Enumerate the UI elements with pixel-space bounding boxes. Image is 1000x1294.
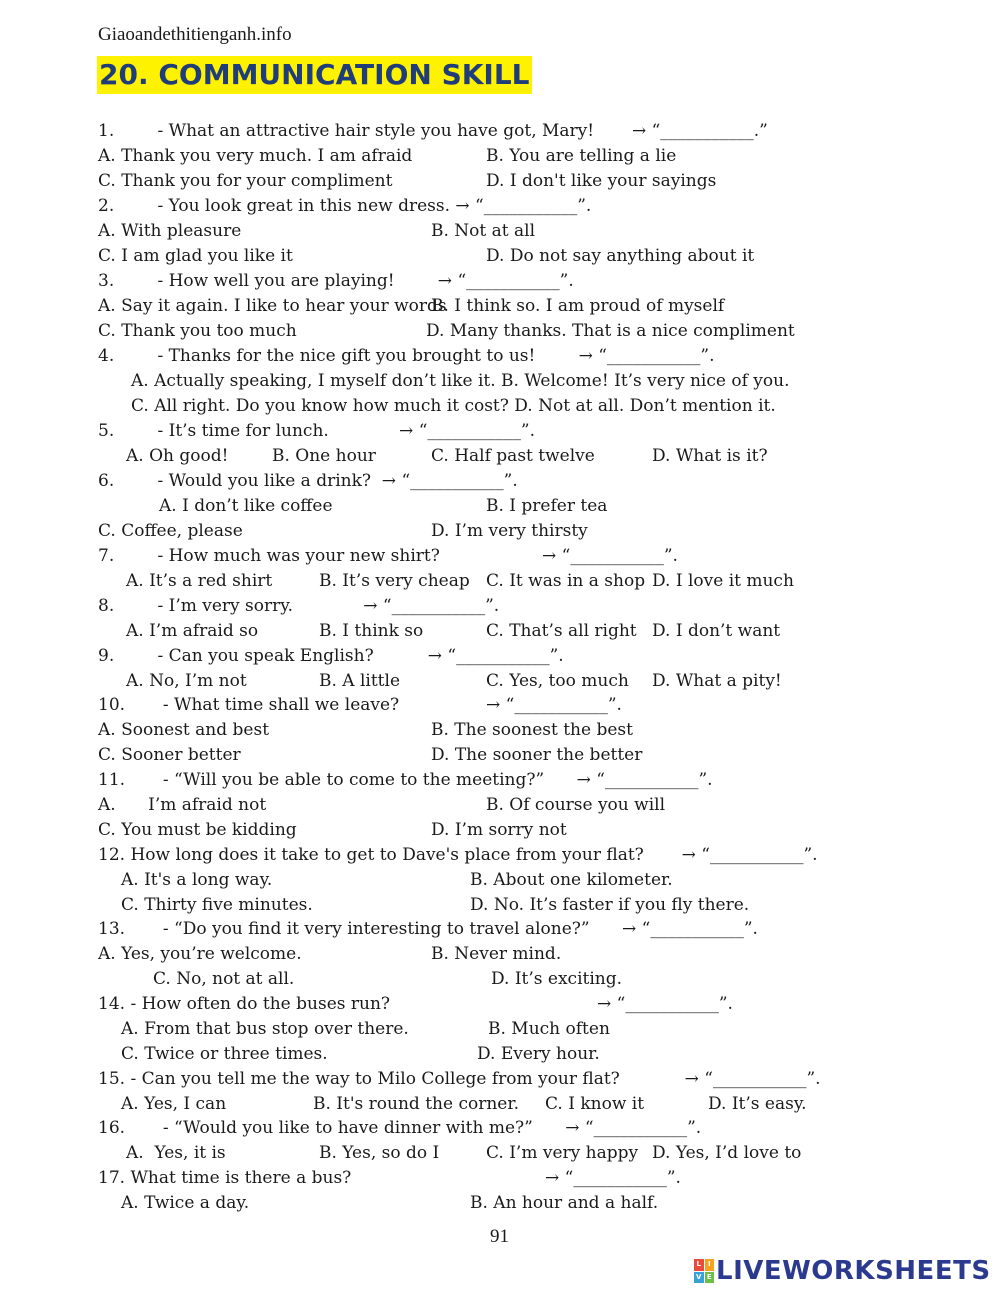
option: A. It's a long way.: [121, 870, 273, 890]
option: B. Much often: [488, 1019, 610, 1039]
question-5: 5. - It’s time for lunch. → “___________”.: [98, 421, 535, 441]
logo-letter: V: [694, 1272, 704, 1284]
option: A. Yes, it is: [126, 1143, 226, 1163]
question-11: 11. - “Will you be able to come to the meeting?” → “___________”.: [98, 770, 713, 790]
logo-letter: I: [705, 1259, 715, 1271]
option: C. I’m very happy: [486, 1143, 639, 1163]
option: C. I am glad you like it: [98, 246, 293, 266]
option: D. What is it?: [652, 446, 768, 466]
option: D. Do not say anything about it: [486, 246, 755, 266]
page-number: 91: [490, 1226, 509, 1247]
option: A. I’m afraid not: [98, 795, 267, 815]
option: D. It’s easy.: [708, 1094, 807, 1114]
option: A. It’s a red shirt: [126, 571, 273, 591]
answer-blank: → “___________”.: [545, 1168, 681, 1188]
logo-letter: L: [694, 1259, 704, 1271]
question-16: 16. - “Would you like to have dinner with me?” → “___________”.: [98, 1118, 702, 1138]
option: A. Twice a day.: [121, 1193, 250, 1213]
option: B. Yes, so do I: [319, 1143, 440, 1163]
question-9: 9. - Can you speak English? → “___________”.: [98, 646, 564, 666]
option: B. I think so: [319, 621, 424, 641]
option: B. The soonest the best: [431, 720, 633, 740]
option: B. You are telling a lie: [486, 146, 677, 166]
option: B. About one kilometer.: [470, 870, 673, 890]
option: A. With pleasure: [98, 221, 242, 241]
option: C. No, not at all.: [153, 969, 295, 989]
option: C. I know it: [545, 1094, 645, 1114]
option: D. Many thanks. That is a nice compliment: [426, 321, 795, 341]
option: A. Oh good!: [126, 446, 229, 466]
option: A. Thank you very much. I am afraid: [98, 146, 413, 166]
question-4: 4. - Thanks for the nice gift you brought to us! → “___________”.: [98, 346, 715, 366]
option: A. No, I’m not: [126, 671, 247, 691]
question-1: 1. - What an attractive hair style you have got, Mary! → “___________.”: [98, 121, 768, 141]
option: C. Yes, too much: [486, 671, 629, 691]
answer-blank: → “___________”.: [486, 695, 622, 715]
option: B. Never mind.: [431, 944, 562, 964]
question-3: 3. - How well you are playing! → “___________”.: [98, 271, 574, 291]
question-6: 6. - Would you like a drink? → “___________”.: [98, 471, 518, 491]
option: C. Coffee, please: [98, 521, 243, 541]
option: A. I don’t like coffee: [159, 496, 333, 516]
option: B. An hour and a half.: [470, 1193, 659, 1213]
option: C. Twice or three times.: [121, 1044, 328, 1064]
option: D. I’m sorry not: [431, 820, 567, 840]
option: B. Of course you will: [486, 795, 666, 815]
question-13: 13. - “Do you find it very interesting to travel alone?” → “___________”.: [98, 919, 758, 939]
brand-name: LIVEWORKSHEETS: [716, 1256, 991, 1286]
option: B. Not at all: [431, 221, 536, 241]
question-15: 15. - Can you tell me the way to Milo College from your flat? → “___________”.: [98, 1069, 821, 1089]
option: C. Thank you too much: [98, 321, 297, 341]
question-10: 10. - What time shall we leave?: [98, 695, 400, 715]
option: B. It's round the corner.: [313, 1094, 519, 1114]
option: D. What a pity!: [652, 671, 782, 691]
option: B. It’s very cheap: [319, 571, 470, 591]
option: B. I prefer tea: [486, 496, 608, 516]
option: C. Thirty five minutes.: [121, 895, 313, 915]
question-14: 14. - How often do the buses run?: [98, 994, 391, 1014]
option: C. Half past twelve: [431, 446, 595, 466]
option: C. It was in a shop: [486, 571, 646, 591]
option: B. I think so. I am proud of myself: [431, 296, 725, 316]
question-7: 7. - How much was your new shirt?: [98, 546, 440, 566]
option: A. Yes, you’re welcome.: [98, 944, 302, 964]
option: D. I don’t want: [652, 621, 781, 641]
option: C. Sooner better: [98, 745, 241, 765]
option: C. That’s all right: [486, 621, 637, 641]
option: D. The sooner the better: [431, 745, 643, 765]
option: A. I’m afraid so: [126, 621, 259, 641]
option: D. It’s exciting.: [491, 969, 623, 989]
page-title: 20. COMMUNICATION SKILL: [97, 56, 532, 94]
option: D. I’m very thirsty: [431, 521, 588, 541]
liveworksheets-logo[interactable]: [694, 1256, 991, 1286]
option: D. I love it much: [652, 571, 794, 591]
option: B. One hour: [272, 446, 376, 466]
question-17: 17. What time is there a bus?: [98, 1168, 352, 1188]
option: A. Yes, I can: [121, 1094, 227, 1114]
site-header: Giaoandethitienganh.info: [98, 24, 292, 45]
question-12: 12. How long does it take to get to Dave's place from your flat? → “___________”.: [98, 845, 818, 865]
option: A. Actually speaking, I myself don’t like it. B. Welcome! It’s very nice of you.: [131, 371, 790, 391]
option: C. You must be kidding: [98, 820, 297, 840]
answer-blank: → “___________”.: [542, 546, 678, 566]
question-2: 2. - You look great in this new dress. → “___________”.: [98, 196, 592, 216]
option: A. Say it again. I like to hear your words: [98, 296, 447, 316]
option: C. All right. Do you know how much it cost? D. Not at all. Don’t mention it.: [131, 396, 776, 416]
question-8: 8. - I’m very sorry. → “___________”.: [98, 596, 500, 616]
option: D. I don't like your sayings: [486, 171, 717, 191]
option: D. Every hour.: [477, 1044, 600, 1064]
logo-letter: E: [705, 1272, 715, 1284]
option: A. Soonest and best: [98, 720, 270, 740]
liveworksheets-icon: [694, 1259, 714, 1283]
option: D. Yes, I’d love to: [652, 1143, 802, 1163]
option: B. A little: [319, 671, 401, 691]
option: A. From that bus stop over there.: [121, 1019, 409, 1039]
answer-blank: → “___________”.: [597, 994, 733, 1014]
option: C. Thank you for your compliment: [98, 171, 393, 191]
option: D. No. It’s faster if you fly there.: [470, 895, 750, 915]
